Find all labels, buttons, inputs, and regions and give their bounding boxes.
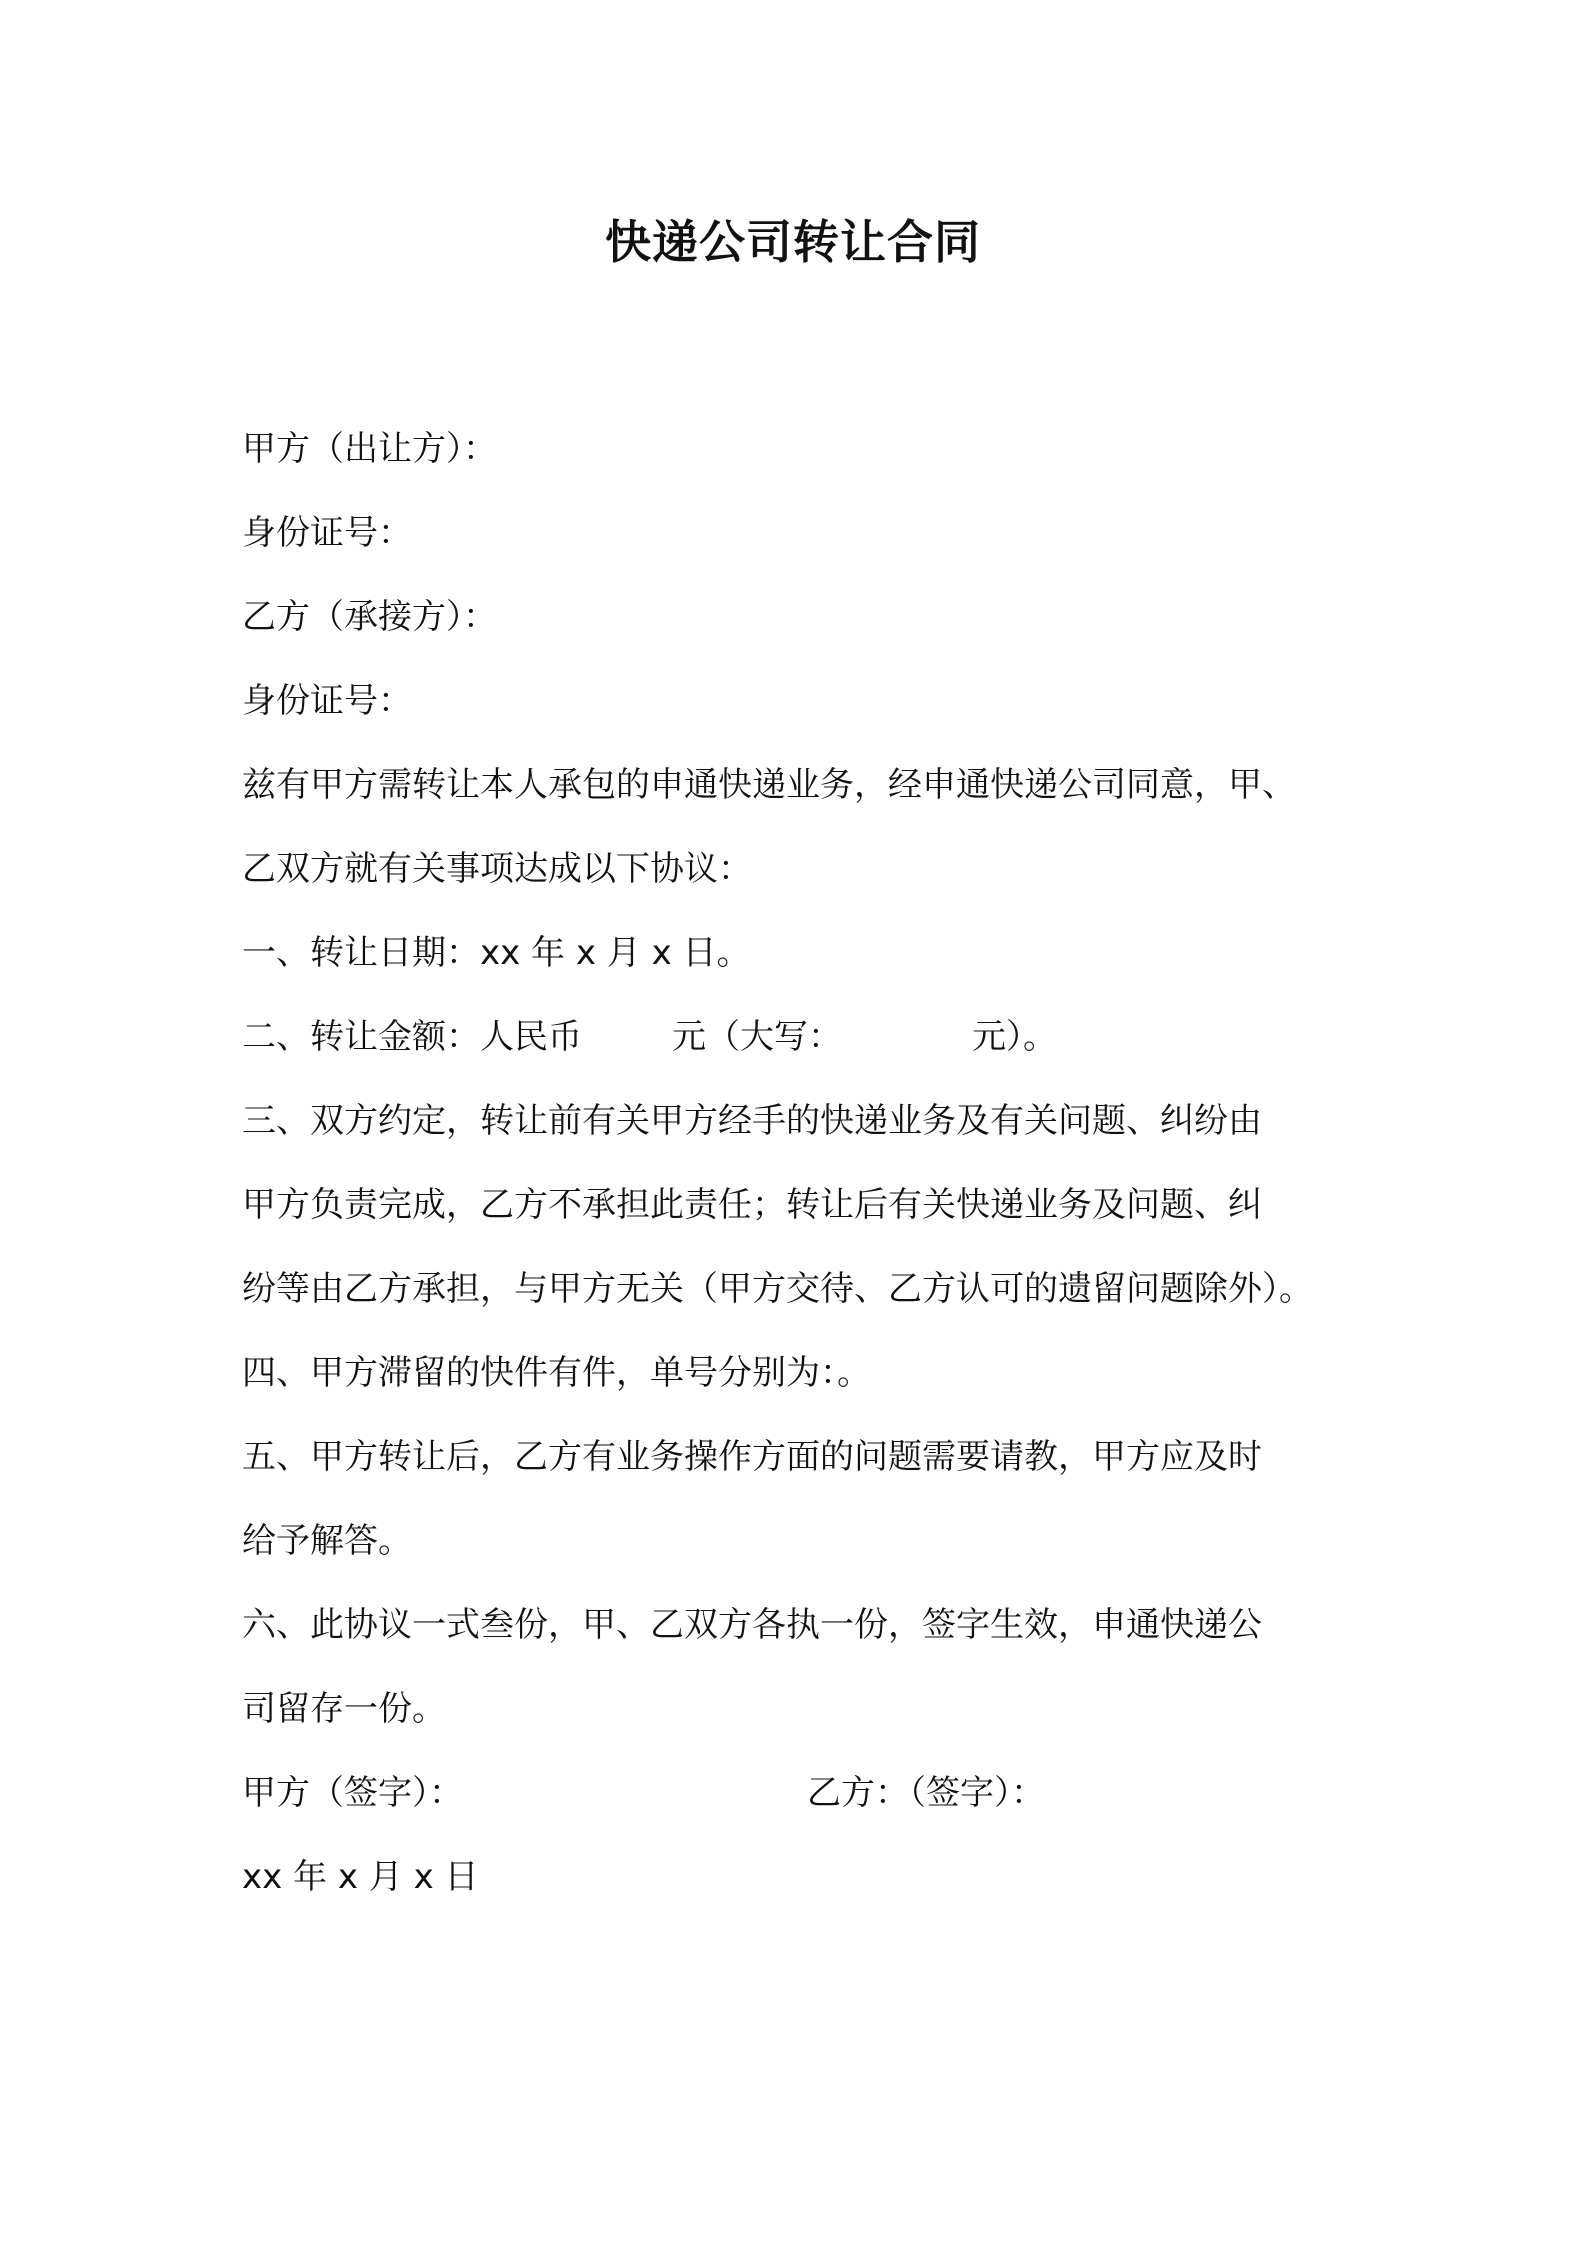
preamble-line-2: 乙双方就有关事项达成以下协议： [242,849,752,889]
party-b-signature: 乙方：（签字）： [807,1773,1045,1813]
clause-2 [242,995,1362,1079]
party-a-id-line: 身份证号： [242,513,412,553]
party-a-line: 甲方（出让方）： [242,429,497,469]
clause-1: 一、转让日期：xx 年 x 月 x 日。 [242,933,751,973]
party-a-signature: 甲方（签字）： [242,1773,463,1813]
party-b-line: 乙方（承接方）： [242,597,497,637]
clause-6-line-2: 司留存一份。 [242,1689,446,1729]
preamble-line-1: 兹有甲方需转让本人承包的申通快递业务，经申通快递公司同意，甲、 [242,765,1296,805]
clause-2-capital-label: 元（大写： [672,1017,842,1057]
clause-3-line-2: 甲方负责完成，乙方不承担此责任；转让后有关快递业务及问题、纠 [242,1185,1262,1225]
signature-date: xx 年 x 月 x 日 [242,1857,479,1897]
contract-body [242,407,1362,1919]
clause-3-line-3: 纷等由乙方承担，与甲方无关（甲方交待、乙方认可的遗留问题除外）。 [242,1269,1313,1309]
party-b-id-line: 身份证号： [242,681,412,721]
clause-5-line-1: 五、甲方转让后，乙方有业务操作方面的问题需要请教，甲方应及时 [242,1437,1262,1477]
signature-row [242,1751,1362,1835]
clause-4: 四、甲方滞留的快件有件，单号分别为：。 [242,1353,871,1393]
clause-3-line-1: 三、双方约定，转让前有关甲方经手的快递业务及有关问题、纠纷由 [242,1101,1262,1141]
clause-6-line-1: 六、此协议一式叁份，甲、乙双方各执一份，签字生效，申通快递公 [242,1605,1262,1645]
clause-2-end: 元）。 [972,1017,1057,1057]
clause-5-line-2: 给予解答。 [242,1521,412,1561]
clause-2-amount-label: 二、转让金额：人民币 [242,1017,582,1057]
page-title: 快递公司转让合同 [605,215,981,269]
